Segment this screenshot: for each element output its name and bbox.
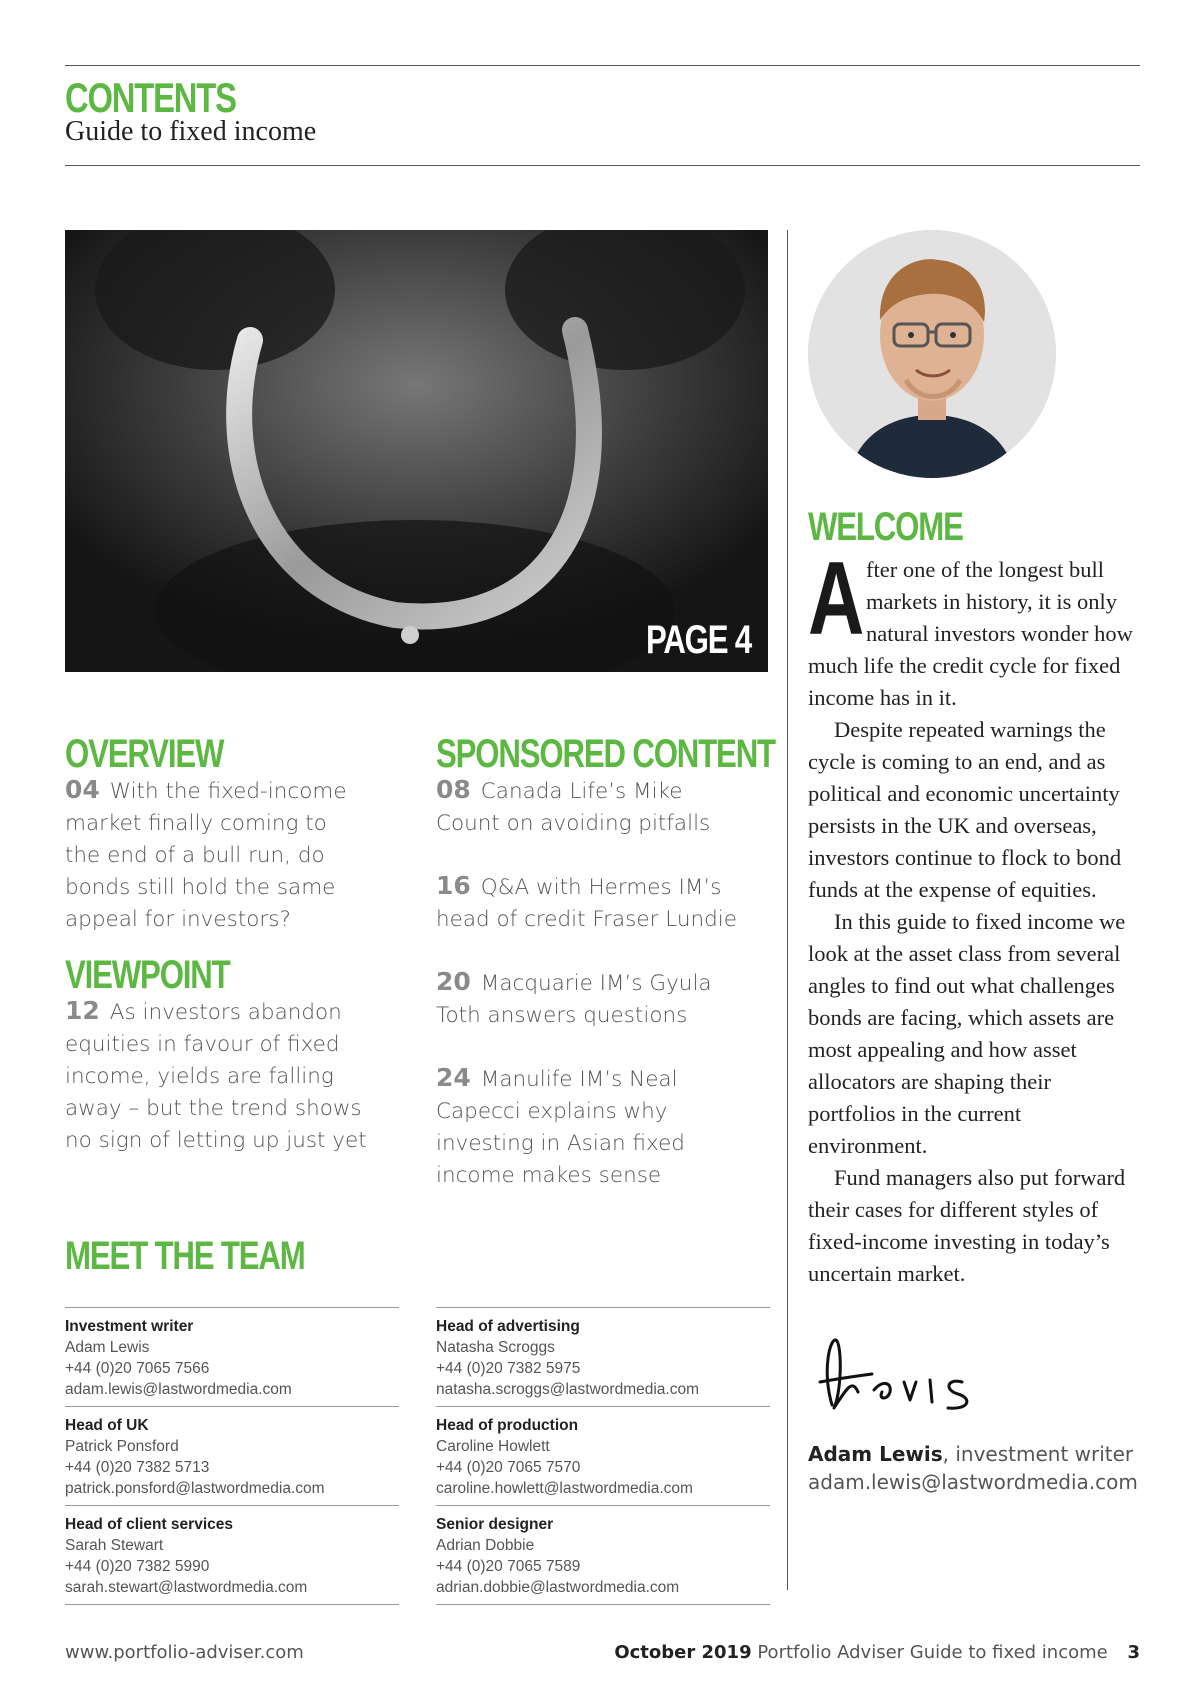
header-top-rule [65, 65, 1140, 66]
author-signature [812, 1330, 992, 1420]
sponsored-section [436, 732, 775, 1222]
viewpoint-heading: VIEWPOINT [65, 953, 230, 997]
member-role: Head of production [436, 1417, 579, 1434]
author-portrait [808, 230, 1056, 478]
team-column-right [436, 1307, 770, 1605]
team-member [65, 1307, 399, 1406]
member-role: Head of client services [65, 1516, 233, 1533]
footer-publication: Portfolio Adviser Guide to fixed income [757, 1642, 1108, 1663]
author-name: Adam Lewis [808, 1442, 943, 1466]
sponsored-text: Q&A with Hermes IM’s head of credit Fraser Lundie [436, 875, 737, 932]
member-email[interactable]: natasha.scroggs@lastwordmedia.com [436, 1381, 699, 1398]
member-name: Sarah Stewart [65, 1537, 164, 1554]
column-divider [787, 230, 788, 1590]
member-email[interactable]: caroline.howlett@lastwordmedia.com [436, 1480, 693, 1497]
page-subtitle: Guide to fixed income [65, 116, 317, 147]
member-name: Adrian Dobbie [436, 1537, 535, 1554]
sponsored-heading: SPONSORED CONTENT [436, 732, 775, 776]
sponsored-text: Manulife IM’s Neal Capecci explains why investing in Asian fixed income makes sense [436, 1067, 685, 1188]
team-member [436, 1406, 770, 1505]
viewpoint-text: As investors abandon equities in favour of fixed income, yields are falling away – but the trend shows no sign of letting up just yet [65, 1000, 367, 1153]
section-title: CONTENTS [65, 74, 236, 121]
page-number: 08 [436, 775, 471, 804]
member-phone[interactable]: +44 (0)20 7382 5713 [65, 1459, 210, 1476]
footer-website[interactable]: www.portfolio-adviser.com [65, 1642, 304, 1663]
page-number: 04 [65, 775, 100, 804]
page-number: 16 [436, 871, 471, 900]
footer-page-number: 3 [1127, 1642, 1140, 1663]
page-number: 12 [65, 996, 100, 1025]
welcome-paragraph: Fund managers also put forward their cases for different styles of fixed-income investing in today’s uncertain market. [808, 1165, 1126, 1286]
feature-image[interactable] [65, 230, 768, 672]
page-number: 24 [436, 1063, 471, 1092]
member-email[interactable]: adam.lewis@lastwordmedia.com [65, 1381, 292, 1398]
team-member [436, 1505, 770, 1605]
member-phone[interactable]: +44 (0)20 7065 7589 [436, 1558, 581, 1575]
author-email[interactable]: adam.lewis@lastwordmedia.com [808, 1470, 1138, 1494]
sponsored-text: Macquarie IM’s Gyula Toth answers questions [436, 971, 712, 1028]
member-name: Caroline Howlett [436, 1438, 550, 1455]
author-photo [808, 230, 1056, 478]
page-number: 20 [436, 967, 471, 996]
member-role: Head of advertising [436, 1318, 580, 1335]
overview-text: With the fixed-income market finally coming to the end of a bull run, do bonds still hold the same appeal for investors? [65, 779, 347, 932]
sponsored-text: Canada Life’s Mike Count on avoiding pitfalls [436, 779, 711, 836]
welcome-paragraph: fter one of the longest bull markets in history, it is only natural investors wonder how much life the credit cycle for fixed income has in it. [808, 557, 1133, 710]
overview-heading: OVERVIEW [65, 732, 224, 776]
member-phone[interactable]: +44 (0)20 7065 7570 [436, 1459, 581, 1476]
member-role: Investment writer [65, 1318, 194, 1335]
team-column-left [65, 1307, 399, 1605]
member-email[interactable]: patrick.ponsford@lastwordmedia.com [65, 1480, 325, 1497]
bull-ring-illustration [65, 230, 768, 672]
member-name: Patrick Ponsford [65, 1438, 179, 1455]
member-name: Natasha Scroggs [436, 1339, 555, 1356]
author-credit [808, 1440, 1138, 1496]
member-email[interactable]: sarah.stewart@lastwordmedia.com [65, 1579, 308, 1596]
team-member [65, 1406, 399, 1505]
footer-publication-line [614, 1642, 1140, 1663]
header-bottom-rule [65, 165, 1140, 166]
member-email[interactable]: adrian.dobbie@lastwordmedia.com [436, 1579, 680, 1596]
page-label: PAGE 4 [646, 618, 752, 662]
team-member [65, 1505, 399, 1605]
sponsored-item[interactable] [436, 870, 751, 936]
welcome-paragraph: In this guide to fixed income we look at the asset class from several angles to find out what challenges bonds are facing, which assets are most appealing and how asset allocators are shaping their portfolios in the current environment. [808, 909, 1126, 1158]
member-role: Head of UK [65, 1417, 149, 1434]
sponsored-item[interactable] [436, 1062, 751, 1192]
drop-cap: A [808, 541, 865, 657]
team-member [436, 1307, 770, 1406]
overview-section [65, 732, 355, 936]
member-role: Senior designer [436, 1516, 554, 1533]
member-name: Adam Lewis [65, 1339, 150, 1356]
member-phone[interactable]: +44 (0)20 7065 7566 [65, 1360, 210, 1377]
viewpoint-item[interactable] [65, 995, 385, 1157]
overview-item[interactable] [65, 774, 355, 936]
welcome-paragraph: Despite repeated warnings the cycle is coming to an end, and as political and economic uncertainty persists in the UK and overseas, investors continue to flock to bond funds at the expense of equities. [808, 717, 1122, 902]
sponsored-item[interactable] [436, 774, 751, 840]
welcome-body [808, 541, 1143, 1290]
member-phone[interactable]: +44 (0)20 7382 5990 [65, 1558, 210, 1575]
sponsored-item[interactable] [436, 966, 751, 1032]
author-role: , investment writer [942, 1442, 1134, 1466]
viewpoint-section [65, 953, 385, 1157]
team-heading: MEET THE TEAM [65, 1234, 305, 1278]
footer-date: October 2019 [614, 1642, 752, 1663]
welcome-heading: WELCOME [808, 505, 963, 549]
member-phone[interactable]: +44 (0)20 7382 5975 [436, 1360, 581, 1377]
